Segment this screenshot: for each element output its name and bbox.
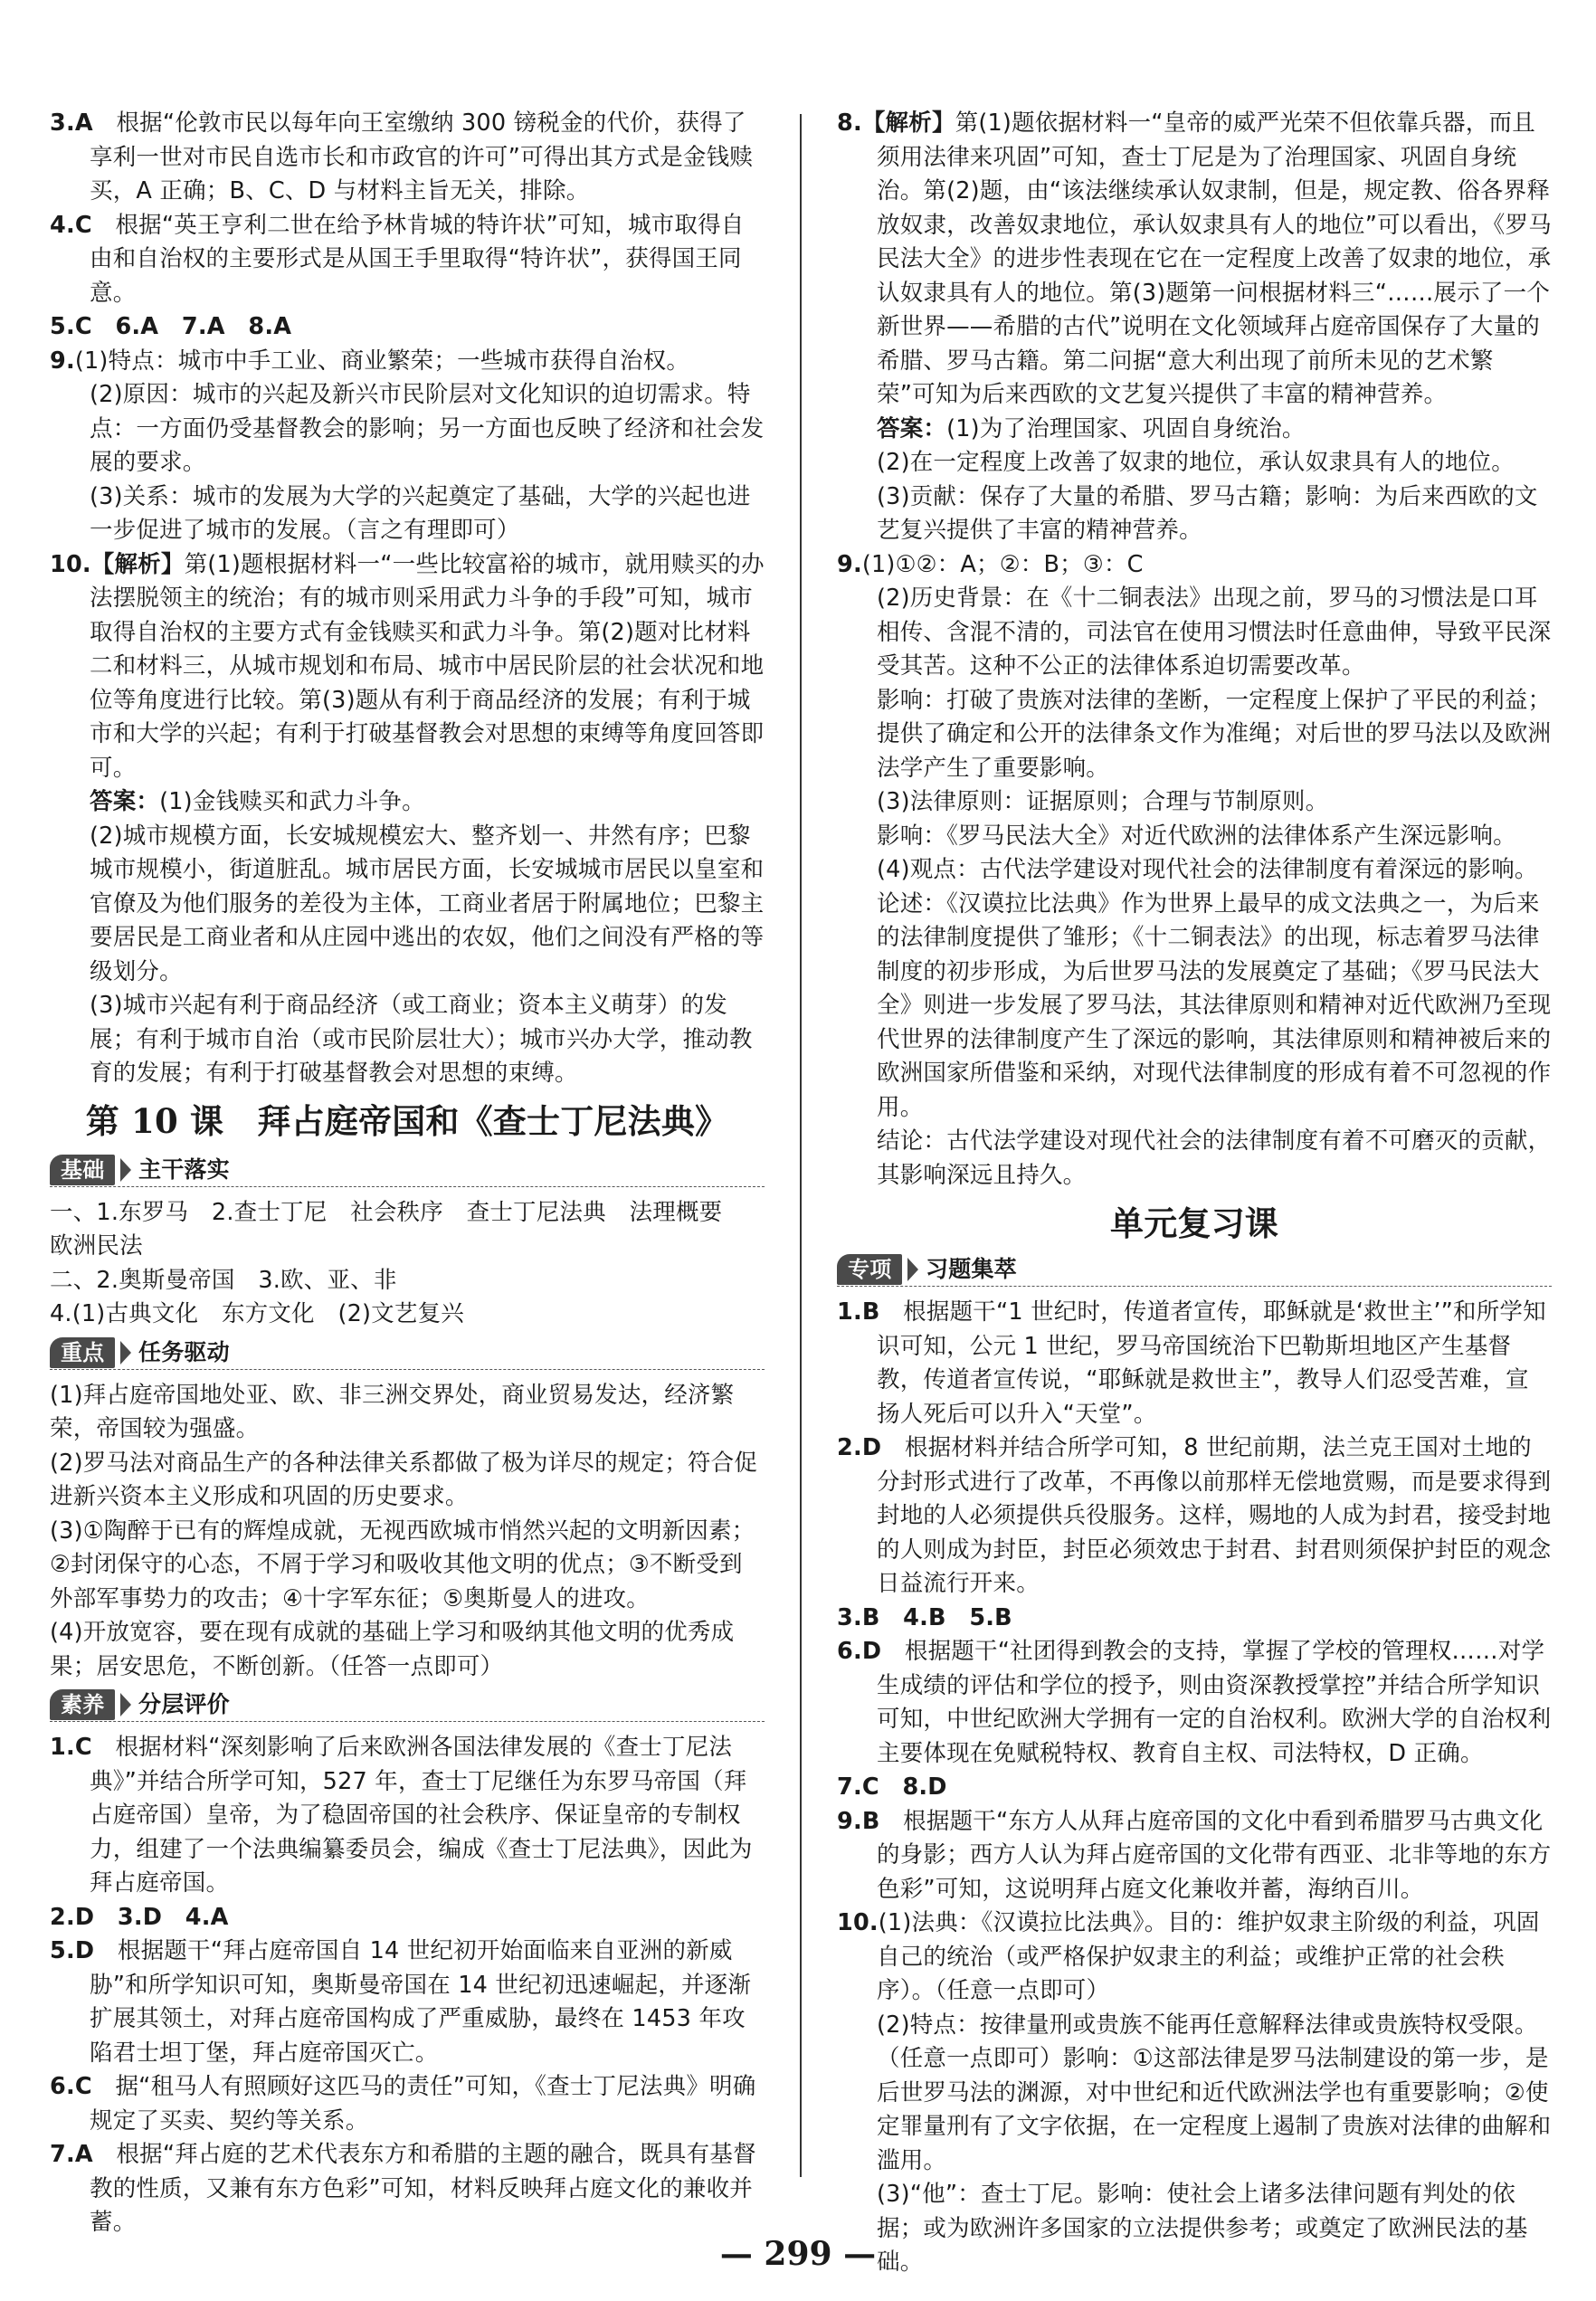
answer-item: 3.A 根据“伦敦市民以每年向王室缴纳 300 镑税金的代价，获得了享利一世对市民自选市长和市政官的许可”可得出其方式是金钱赎买，A 正确；B、C、D 与材料主旨无关，排除。 xyxy=(50,109,754,204)
section-header-literacy: 素养 分层评价 xyxy=(50,1688,765,1724)
lesson-title: 第 10 课 拜占庭帝国和《查士丁尼法典》 xyxy=(85,1100,729,1141)
question-10: 10.(1)法典：《汉谟拉比法典》。目的：维护奴隶主阶级的利益，巩固自己的统治（或严格保护奴隶主的利益；或维护正常的社会秩序）。（任意一点即可） (2)特点：按律量刑或贵族不能再任意解释法律或贵族特权受限。（任意一点即可）影响：①这部法律是罗马法制建设的第一步，是后世罗马法的渊源，对中世纪和近代欧洲法学也有重要影响；②使定罪量刑有了文字依据，在一定程度上遏制了贵族对法律的曲解和滥用。 (3)“他”：查士丁尼。影响：使社会上诸多法律问题有判处的依据；或为欧洲许多国家的立法提供参考；或奠定了欧洲民法的基础。 xyxy=(837,1909,1552,2276)
column-divider xyxy=(800,114,802,2177)
section-content: 一、1.东罗马 2.查士丁尼 社会秩序 查士丁尼法典 法理概要 欧洲民法 二、2.奥斯曼帝国 3.欧、亚、非 4.(1)古典文化 东方文化 (2)文艺复兴 xyxy=(50,1198,746,1327)
answer-item: 3.B 4.B 5.B xyxy=(837,1603,1012,1631)
answer-item: 7.A 根据“拜占庭的艺术代表东方和希腊的主题的融合，既具有基督教的性质，又兼有东方色彩”可知，材料反映拜占庭文化的兼收并蓄。 xyxy=(50,2141,756,2236)
answer-item: 6.D 根据题干“社团得到教会的支持，掌握了学校的管理权……对学生成绩的评估和学位的授予，则由资深教授掌控”并结合所学知识可知，中世纪欧洲大学拥有一定的自治权利。欧洲大学的自治权利主要体现在免赋税特权、教育自主权、司法特权，D 正确。 xyxy=(837,1638,1552,1767)
answer-item: 1.C 根据材料“深刻影响了后来欧洲各国法律发展的《查士丁尼法典》”并结合所学可知，527 年，查士丁尼继任为东罗马帝国（拜占庭帝国）皇帝，为了稳固帝国的社会秩序、保证皇帝的专制权力，组建了一个法典编纂委员会，编成《查士丁尼法典》，因此为拜占庭帝国。 xyxy=(50,1734,753,1897)
question-9: 9.(1)特点：城市中手工业、商业繁荣；一些城市获得自治权。 (2)原因：城市的兴起及新兴市民阶层对文化知识的迫切需求。特点：一方面仍受基督教会的影响；另一方面也反映了经济和社会发展的要求。 (3)关系：城市的发展为大学的兴起奠定了基础，大学的兴起也进一步促进了城市的发展。（言之有理即可） xyxy=(50,347,765,544)
answer-item: 9.B 根据题干“东方人从拜占庭帝国的文化中看到希腊罗马古典文化的身影；西方人认为拜占庭帝国的文化带有西亚、北非等地的东方色彩”可知，这说明拜占庭文化兼收并蓄，海纳百川。 xyxy=(837,1807,1552,1903)
right-column xyxy=(837,107,1552,2280)
answer-item: 4.C 根据“英王亨利二世在给予林肯城的特许状”可知，城市取得自由和自治权的主要形式是从国王手里取得“特许状”，获得国王同意。 xyxy=(50,211,745,307)
question-10: 10.【解析】第(1)题根据材料一“一些比较富裕的城市，就用赎买的办法摆脱领主的统治；有的城市则采用武力斗争的手段”可知，城市取得自治权的主要方式有金钱赎买和武力斗争。第(2)题对比材料二和材料三，从城市规划和布局、城市中居民阶层的社会状况和地位等角度进行比较。第(3)题从有利于商品经济的发展；有利于城市和大学的兴起；有利于打破基督教会对思想的束缚等角度回答即可。 答案：(1)金钱赎买和武力斗争。 (2)城市规模方面，长安城规模宏大、整齐划一、井然有序；巴黎城市规模小，街道脏乱。城市居民方面，长安城城市居民以皇室和官僚及为他们服务的差役为主体，工商业者居于附属地位；巴黎主要居民是工商业者和从庄园中逃出的农奴，他们之间没有严格的等级划分。 (3)城市兴起有利于商品经济（或工商业；资本主义萌芽）的发展；有利于城市自治（或市民阶层壮大）；城市兴办大学，推动教育的发展；有利于打破基督教会对思想的束缚。 xyxy=(50,550,765,1087)
answer-item: 2.D 3.D 4.A xyxy=(50,1903,229,1931)
left-column xyxy=(50,107,765,2240)
section-content: (1)拜占庭帝国地处亚、欧、非三洲交界处，商业贸易发达，经济繁荣，帝国较为强盛。 (2)罗马法对商品生产的各种法律关系都做了极为详尽的规定；符合促进新兴资本主义形成和巩固的历史要求。 (3)①陶醉于已有的辉煌成就，无视西欧城市悄然兴起的文明新因素；②封闭保守的心态，不屑于学习和吸收其他文明的优点；③不断受到外部军事势力的攻击；④十字军东征；⑤奥斯曼人的进攻。 (4)开放宽容，要在现有成就的基础上学习和吸纳其他文明的优秀成果；居安思危，不断创新。（任答一点即可） xyxy=(50,1381,758,1680)
answer-item: 5.C 6.A 7.A 8.A xyxy=(50,313,292,340)
unit-title: 单元复习课 xyxy=(1110,1203,1278,1243)
answer-item: 1.B 根据题干“1 世纪时，传道者宣传，耶稣就是‘救世主’”和所学知识可知，公元 1 世纪，罗马帝国统治下巴勒斯坦地区产生基督教，传道者宣传说，“耶稣就是救世主”，教导人们忍受苦难，宣扬人死后可以升入“天堂”。 xyxy=(837,1298,1546,1428)
answer-item: 2.D 根据材料并结合所学可知，8 世纪前期，法兰克王国对土地的分封形式进行了改革，不再像以前那样无偿地赏赐，而是要求得到封地的人必须提供兵役服务。这样，赐地的人成为封君，接受封地的人则成为封臣，封臣必须效忠于封君、封君则须保护封臣的观念日益流行开来。 xyxy=(837,1434,1552,1597)
question-8: 8.【解析】第(1)题依据材料一“皇帝的威严光荣不但依靠兵器，而且须用法律来巩固”可知，查士丁尼是为了治理国家、巩固自身统治。第(2)题，由“该法继续承认奴隶制，但是，规定教、俗各界释放奴隶，改善奴隶地位，承认奴隶具有人的地位”可以看出，《罗马民法大全》的进步性表现在它在一定程度上改善了奴隶的地位，承认奴隶具有人的地位。第(3)题第一问根据材料三“……展示了一个新世界——希腊的古代”说明在文化领域拜占庭帝国保存了大量的希腊、罗马古籍。第二问据“意大利出现了前所未见的艺术繁荣”可知为后来西欧的文艺复兴提供了丰富的精神营养。 答案：(1)为了治理国家、巩固自身统治。 (2)在一定程度上改善了奴隶的地位，承认奴隶具有人的地位。 (3)贡献：保存了大量的希腊、罗马古籍；影响：为后来西欧的文艺复兴提供了丰富的精神营养。 xyxy=(837,109,1552,544)
section-header-key: 重点 任务驱动 xyxy=(50,1336,765,1372)
page-number: — 299 — xyxy=(719,2235,877,2273)
section-header-basic: 基础 主干落实 xyxy=(50,1153,765,1189)
answer-item: 6.C 据“租马人有照顾好这匹马的责任”可知，《查士丁尼法典》明确规定了买卖、契约等关系。 xyxy=(50,2073,756,2135)
section-header-special: 专项 习题集萃 xyxy=(837,1252,1552,1288)
question-9: 9.(1)①②：A；②：B；③：C (2)历史背景：在《十二铜表法》出现之前，罗马的习惯法是口耳相传、含混不清的，司法官在使用习惯法时任意曲伸，导致平民深受其苦。这种不公正的法律体系迫切需要改革。 影响：打破了贵族对法律的垄断，一定程度上保护了平民的利益；提供了确定和公开的法律条文作为准绳；对后世的罗马法以及欧洲法学产生了重要影响。 (3)法律原则：证据原则；合理与节制原则。 影响：《罗马民法大全》对近代欧洲的法律体系产生深远影响。 (4)观点：古代法学建设对现代社会的法律制度有着深远的影响。论述：《汉谟拉比法典》作为世界上最早的成文法典之一，为后来的法律制度提供了雏形；《十二铜表法》的出现，标志着罗马法律制度的初步形成，为后世罗马法的发展奠定了基础；《罗马民法大全》则进一步发展了罗马法，其法律原则和精神对近代欧洲乃至现代世界的法律制度产生了深远的影响，其法律原则和精神被后来的欧洲国家所借鉴和采纳，对现代法律制度的形成有着不可忽视的作用。 结论：古代法学建设对现代社会的法律制度有着不可磨灭的贡献，其影响深远且持久。 xyxy=(837,550,1552,1189)
answer-item: 5.D 根据题干“拜占庭帝国自 14 世纪初开始面临来自亚洲的新威胁”和所学知识可知，奥斯曼帝国在 14 世纪初迅速崛起，并逐渐扩展其领土，对拜占庭帝国构成了严重威胁，最终在 1453 年攻陷君士坦丁堡，拜占庭帝国灭亡。 xyxy=(50,1937,752,2067)
answer-item: 7.C 8.D xyxy=(837,1773,947,1801)
